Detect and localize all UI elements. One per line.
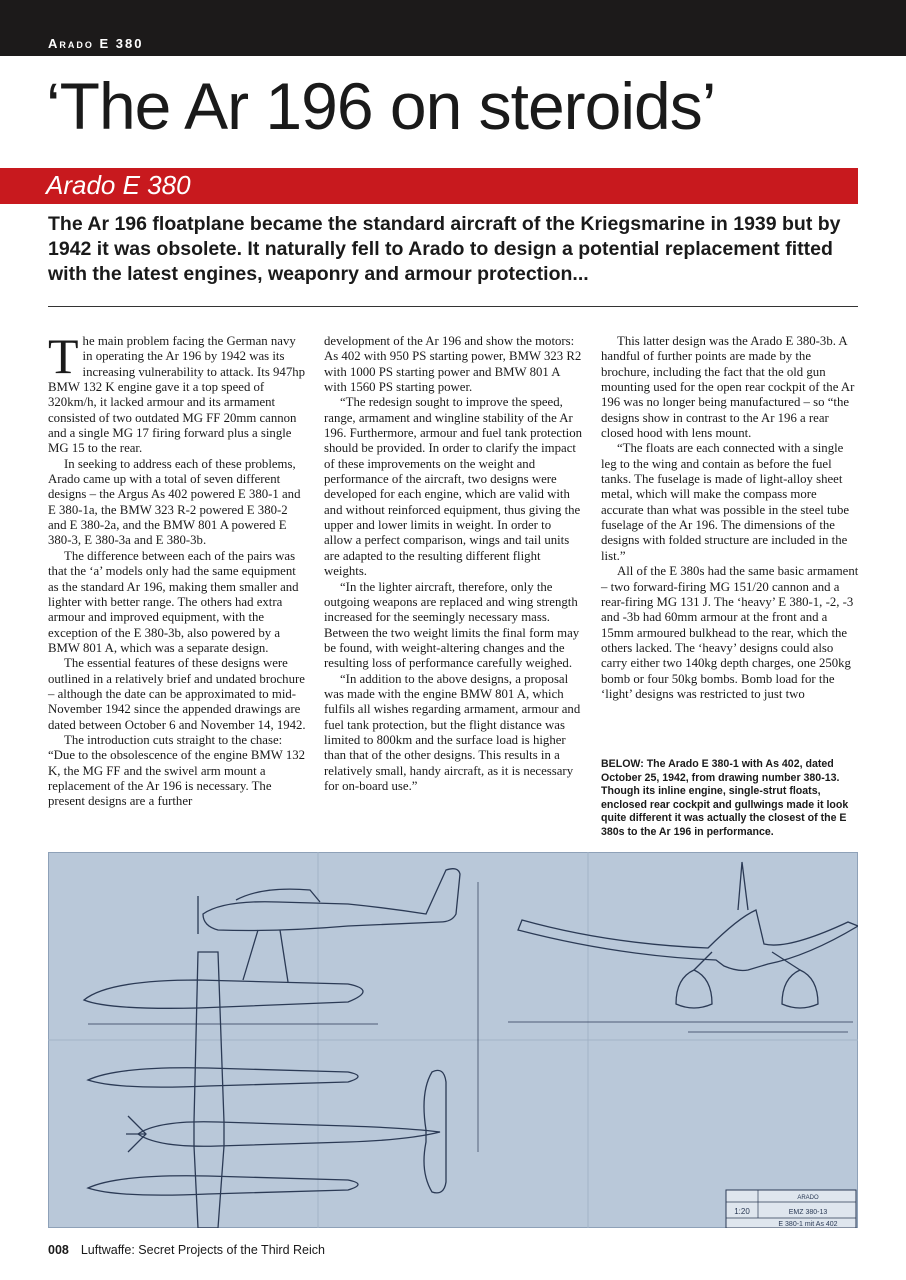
drawing-title-block [726,1190,856,1228]
drawing-number: EMZ 380-13 [788,1209,828,1216]
image-caption: BELOW: The Arado E 380-1 with As 402, dated October 25, 1942, from drawing number 380-13. Though its inline engine, single-strut floats, enclosed rear cockpit and gullwings made it look quite different it was actually the closest of the E 380s to the Ar 196 in performance. [601,758,849,838]
paragraph: “The redesign sought to improve the speed, range, armament and wingline stability of the Ar 196. Furthermore, armour and fuel tank protection should be provided. In order to clarify the impact of these improvements on the weight and performance of the aircraft, two designs were developed for each engine, which are valid with and without reinforced equipment, thus giving the upper and lower limits in weight. In order to allow a perfect comparison, wings and tail units are adapted to the resulting different flight weights. [324,395,582,579]
standfirst: The Ar 196 floatplane became the standard aircraft of the Kriegsmarine in 1939 but by 1942 it was obsolete. It naturally fell to Arado to design a potential replacement fitted with the latest engines, weaponry and armour protection... [48,213,841,285]
divider [48,306,858,307]
paragraph: The essential features of these designs were outlined in a relatively brief and undated brochure – although the date can be approximated to mid-November 1942 since the appended drawings are dated between October 6 and November 14, 1942. [48,656,306,732]
body-column-2 [324,334,582,794]
paragraph [48,328,306,457]
page-footer [48,1243,325,1257]
paragraph: development of the Ar 196 and show the motors: As 402 with 950 PS starting power, BMW 323 R2 with 1000 PS starting power and BMW 801 A with 1560 PS starting power. [324,334,582,395]
body-column-3 [601,334,859,702]
paragraph: The introduction cuts straight to the chase: “Due to the obsolescence of the engine BMW 132 K, the MG FF and the swivel arm mount a replacement of the Ar 196 is necessary. The present designs are a further [48,732,306,809]
drawing-scale: 1:20 [734,1207,750,1216]
paragraph: The difference between each of the pairs was that the ‘a’ models only had the same equipment as the standard Ar 196, making them smaller and lighter with better range. The others had extra armour and improved equipment, with the exception of the E 380-3b, also powered by a BMW 801 A, which was a separate design. [48,548,299,655]
paragraph: In seeking to address each of these problems, Arado came up with a total of seven different designs – the Argus As 402 powered E 380-1 and E 380-1a, the BMW 323 R-2 powered E 380-2 and E 380-2a, and the BMW 801 A powered E 380-3, E 380-3a and E 380-3b. [48,456,301,548]
page-number: 008 [48,1243,69,1257]
paragraph: “In addition to the above designs, a proposal was made with the engine BMW 801 A, which fulfils all wishes regarding armament, armour and fuel tank protection, but the flight distance was limited to 800km and the surface load is higher than that of the other designs. This results in a relatively small, handy aircraft, as it is necessary for on-board use.” [324,671,581,793]
page-title: ‘The Ar 196 on steroids’ [46,69,716,143]
paragraph: All of the E 380s had the same basic armament – two forward-firing MG 151/20 cannon and a rear-firing MG 131 J. The ‘heavy’ E 380-1, -2, -3 and -3b had 60mm armour at the front and a 15mm armoured bulkhead to the rear, which the others lacked. The ‘heavy’ designs could also carry either two 140kg depth charges, one 250kg bomb or four 50kg bombs. Bomb load for the ‘light’ designs was restricted to just two [601,564,859,701]
paragraph: “In the lighter aircraft, therefore, only the outgoing weapons are replaced and wing strength increased for the seemingly necessary mass. Between the two weight limits the final form may be found, with weight-altering changes and the resulting loss of performance carefully weighed. [324,579,580,671]
paragraph: This latter design was the Arado E 380-3b. A handful of further points are made by the brochure, including the fact that the old gun mounting used for the open rear cockpit of the Ar 196 was no longer being manufactured – so “the designs show in contrast to the Ar 196 a rear closed hood with lens mount. [601,334,855,441]
publication-title: Luftwaffe: Secret Projects of the Third Reich [80,1243,325,1257]
blueprint-drawing [48,852,858,1228]
paragraph-text: he main problem facing the German navy in operating the Ar 196 by 1942 was its increasing vulnerability to attack. Its 947hp BMW 132 K engine gave it a top speed of 320km/h, it lacked armour and its armament consisted of two outdated MG FF 20mm cannon and a single MG 17 firing forward plus a single MG 15 to the rear. [48,334,306,456]
title-block-name: ARADO [797,1195,819,1201]
subtitle: Arado E 380 [46,170,191,200]
body-column-1 [48,328,306,810]
drawing-title: E 380-1 mit As 402 [778,1221,838,1228]
section-label: Arado E 380 [48,36,144,51]
paragraph: “The floats are each connected with a single leg to the wing and contain as before the fuel tanks. The fuselage is made of light-alloy sheet metal, which will make the compass more accurate than what was possible in the steel tube fuselage of the Ar 196. The dimensions of the designs with folded structure are included in the list.” [601,441,850,563]
drop-cap: T [48,328,79,384]
